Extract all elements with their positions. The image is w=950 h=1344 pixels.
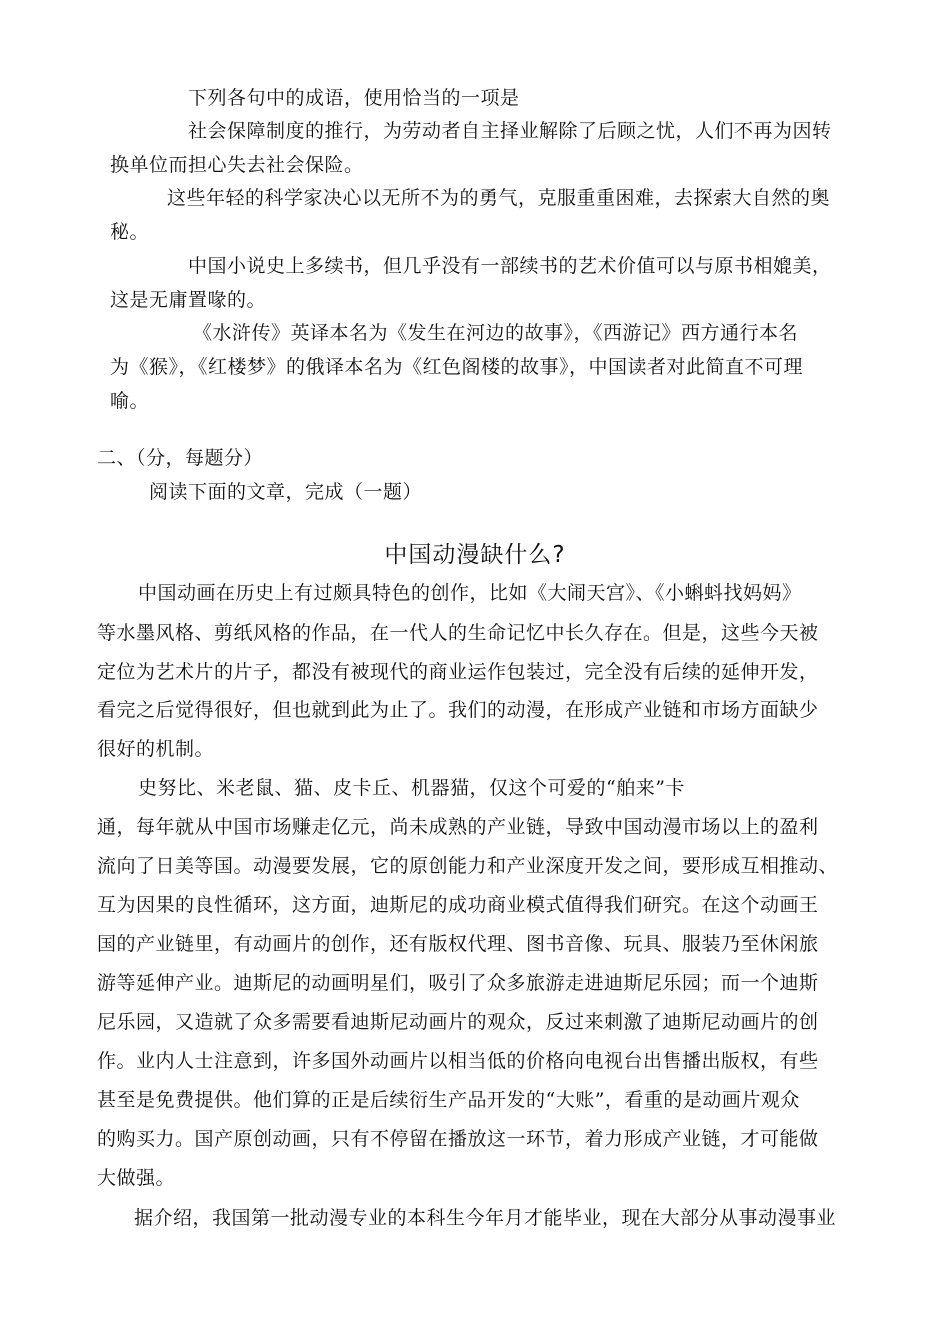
option-d-line-1: 《水浒传》英译本名为《发生在河边的故事》，《西游记》西方通行本名 [193, 322, 799, 344]
section-heading: 二、（分，每题分） [97, 447, 264, 469]
paragraph-2-line-7: 尼乐园，又造就了众多需要看迪斯尼动画片的观众，反过来刺激了迪斯尼动画片的创 [97, 1011, 819, 1033]
option-b-line-2: 秘。 [110, 221, 150, 243]
option-a-line-2: 换单位而担心失去社会保险。 [110, 154, 364, 176]
paragraph-3-line-1: 据介绍，我国第一批动漫专业的本科生今年月才能毕业，现在大部分从事动漫事业 [134, 1207, 837, 1229]
option-d-line-2: 为《猴》，《红楼梦》的俄译本名为《红色阁楼的故事》，中国读者对此简直不可理 [110, 356, 804, 378]
paragraph-2-line-6: 游等延伸产业。迪斯尼的动画明星们，吸引了众多旅游走进迪斯尼乐园；而一个迪斯 [97, 972, 819, 994]
option-a-line-1: 社会保障制度的推行，为劳动者自主择业解除了后顾之忧，人们不再为因转 [188, 120, 832, 142]
option-d-line-3: 喻。 [110, 390, 150, 412]
paragraph-1-line-1: 中国动画在历史上有过颇具特色的创作，比如《大闹天宫》、《小蝌蚪找妈妈》 [138, 582, 802, 604]
paragraph-2-line-9: 甚至是免费提供。他们算的正是后续衍生产品开发的“大账”，看重的是动画片观众 [97, 1089, 800, 1111]
paragraph-1-line-2: 等水墨风格、剪纸风格的作品，在一代人的生命记忆中长久存在。但是，这些今天被 [97, 622, 819, 644]
paragraph-2-line-10: 的购买力。国产原创动画，只有不停留在播放这一环节，着力形成产业链，才可能做 [97, 1128, 819, 1150]
option-c-line-1: 中国小说史上多续书，但几乎没有一部续书的艺术价值可以与原书相媲美， [188, 255, 832, 277]
paragraph-2-line-2: 通，每年就从中国市场赚走亿元，尚未成熟的产业链，导致中国动漫市场以上的盈利 [97, 816, 819, 838]
question-prompt: 下列各句中的成语，使用恰当的一项是 [188, 87, 520, 109]
paragraph-2-line-4: 互为因果的良性循环，这方面，迪斯尼的成功商业模式值得我们研究。在这个动画王 [97, 894, 819, 916]
paragraph-2-line-11: 大做强。 [97, 1167, 176, 1189]
option-c-line-2: 这是无庸置喙的。 [110, 289, 267, 311]
paragraph-1-line-5: 很好的机制。 [97, 738, 215, 760]
article-title: 中国动漫缺什么? [384, 542, 566, 568]
option-b-line-1: 这些年轻的科学家决心以无所不为的勇气，克服重重困难，去探索大自然的奥 [167, 187, 831, 209]
paragraph-2-line-5: 国的产业链里，有动画片的创作，还有版权代理、图书音像、玩具、服装乃至休闲旅 [97, 933, 819, 955]
paragraph-2-line-8: 作。业内人士注意到，许多国外动画片以相当低的价格向电视台出售播出版权，有些 [97, 1050, 819, 1072]
paragraph-1-line-3: 定位为艺术片的片子，都没有被现代的商业运作包装过，完全没有后续的延伸开发， [97, 661, 819, 683]
paragraph-2-line-1: 史努比、米老鼠、猫、皮卡丘、机器猫，仅这个可爱的“舶来”卡 [138, 777, 685, 799]
paragraph-2-line-3: 流向了日美等国。动漫要发展，它的原创能力和产业深度开发之间，要形成互相推动、 [97, 855, 839, 877]
section-instruction: 阅读下面的文章，完成（一题） [149, 481, 423, 503]
paragraph-1-line-4: 看完之后觉得很好，但也就到此为止了。我们的动漫，在形成产业链和市场方面缺少 [97, 699, 819, 721]
